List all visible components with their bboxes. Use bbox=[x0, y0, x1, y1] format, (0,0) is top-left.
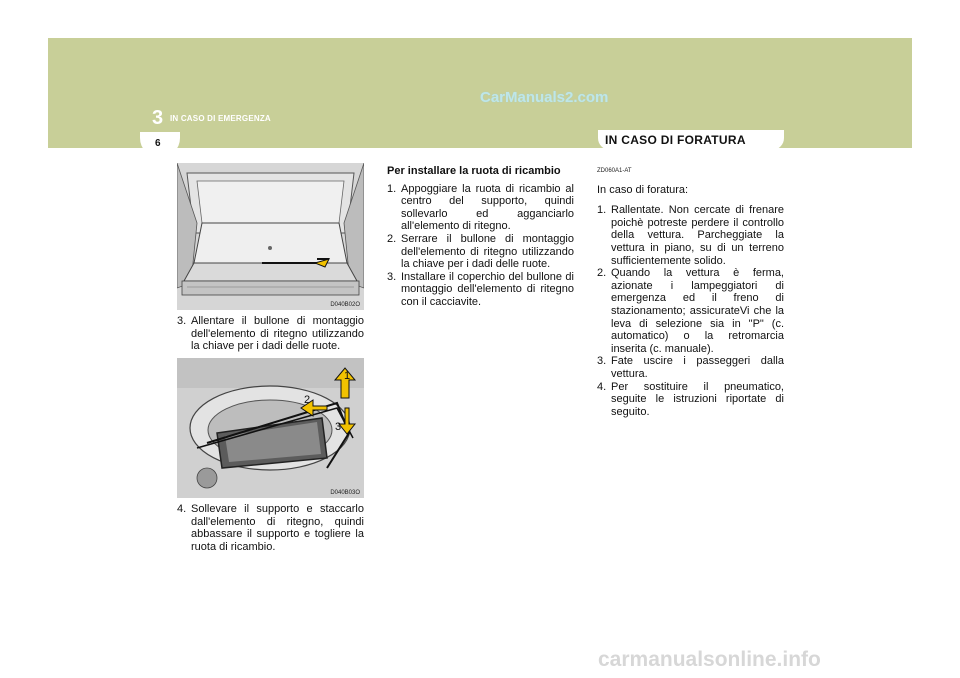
list-item: 3. Fate uscire i passeggeri dalla vettura. bbox=[597, 355, 784, 380]
middle-column bbox=[387, 165, 574, 309]
figure-spare-wheel bbox=[177, 358, 364, 498]
left-step-3 bbox=[177, 315, 364, 353]
step-text: Sollevare il supporto e staccarlo dall'elemento di ritegno, quindi abbassare il supporto e togliere la ruota di ricambio. bbox=[191, 503, 364, 553]
cargo-area-illustration bbox=[177, 163, 364, 310]
step-number: 3. bbox=[177, 315, 187, 327]
chapter-number: 3 bbox=[152, 107, 164, 129]
callout-1: 1 bbox=[344, 370, 351, 382]
step-text: Allentare il bullone di montaggio dell'elemento di ritegno utilizzando la chiave per i dadi delle ruote. bbox=[191, 315, 364, 353]
footer-watermark[interactable]: carmanualsonline.info bbox=[598, 648, 821, 671]
list-item: 2. Serrare il bullone di montaggio dell'elemento di ritegno utilizzando la chiave per i dadi delle ruote. bbox=[387, 232, 574, 271]
page-number: 6 bbox=[155, 138, 161, 149]
list-item: 2. Quando la vettura è ferma, azionate i lampeggiatori di emergenza ed il freno di stazionamento; assicurateVi che la leva di selezione sia in "P" (c. automatico) o la retromarcia inserita (c. manuale). bbox=[597, 267, 784, 355]
puncture-steps bbox=[597, 204, 784, 418]
list-item: 1. Appoggiare la ruota di ricambio al centro del supporto, quindi sollevarlo ed agganciarlo all'elemento di ritegno. bbox=[387, 182, 574, 233]
section-title: IN CASO DI FORATURA bbox=[605, 133, 746, 147]
callout-3: 3 bbox=[335, 421, 342, 433]
install-heading: Per installare la ruota di ricambio bbox=[387, 165, 561, 177]
list-item: 4. Per sostituire il pneumatico, seguite le istruzioni riportate di seguito. bbox=[597, 380, 784, 418]
figure-code: D040B02O bbox=[330, 302, 360, 308]
section-code: ZD060A1-AT bbox=[597, 168, 632, 174]
left-step-4 bbox=[177, 503, 364, 553]
install-steps bbox=[387, 183, 574, 309]
callout-2: 2 bbox=[304, 394, 311, 406]
figure-cargo-area bbox=[177, 163, 364, 310]
spare-wheel-illustration bbox=[177, 358, 364, 498]
chapter-title: IN CASO DI EMERGENZA bbox=[170, 114, 271, 123]
right-column bbox=[597, 165, 784, 418]
figure-code: D040B03O bbox=[330, 490, 360, 496]
list-item: 1. Rallentate. Non cercate di frenare poichè potreste perdere il controllo della vettura. Parcheggiate la vettura in piano, su di un terreno sufficientemente solido. bbox=[597, 204, 784, 267]
watermark-link[interactable]: CarManuals2.com bbox=[480, 89, 609, 106]
step-number: 4. bbox=[177, 503, 187, 515]
list-item: 3. Installare il coperchio del bullone di montaggio dell'elemento di ritegno con il cacciavite. bbox=[387, 270, 574, 308]
intro-text: In caso di foratura: bbox=[597, 183, 689, 196]
